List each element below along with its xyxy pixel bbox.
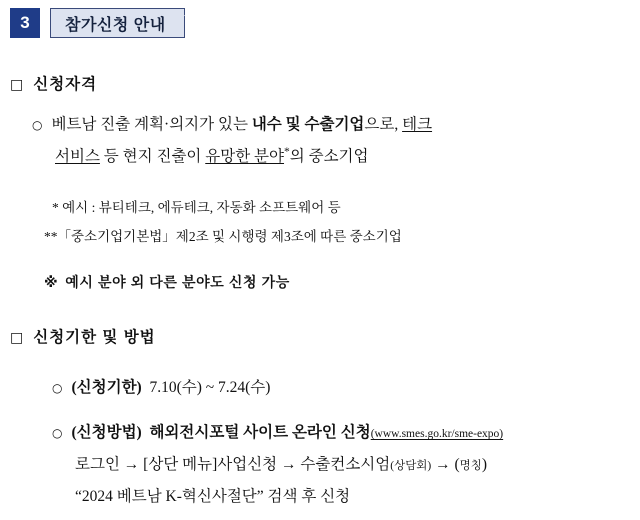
method-search: “2024 베트남 K-혁신사절단” 검색 후 신청: [75, 488, 351, 505]
heading-schedule: [10, 325, 156, 347]
heading-schedule-label: 신청기한 및 방법: [33, 329, 156, 346]
circle-bullet-icon: ○: [32, 118, 43, 132]
heading-qualification-label: 신청자격: [33, 76, 98, 93]
method-text: (신청방법) 해외전시포털 사이트 온라인 신청(www.smes.go.kr/sme-expo): [71, 424, 504, 441]
section-header: [10, 8, 185, 38]
qualification-line1: 베트남 진출 계획·의지가 있는 내수 및 수출기업으로, 테크: [51, 116, 433, 133]
bullet-qualification: [32, 112, 632, 134]
section-title: 참가신청 안내: [50, 8, 185, 38]
qualification-line2: 서비스 등 현지 진출이 유망한 분야*의 중소기업: [55, 145, 369, 165]
square-bullet-icon: □: [10, 330, 25, 346]
method-path: 로그인 → [상단 메뉴]사업신청 → 수출컨소시엄(상담회) → (명칭): [75, 456, 488, 473]
deadline-text: (신청기한) 7.10(수) ~ 7.24(수): [71, 379, 271, 396]
qualification-note-examples: * 예시 : 뷰티테크, 에듀테크, 자동화 소프트웨어 등: [52, 200, 341, 215]
section-number: 3: [10, 8, 40, 38]
qualification-note-law: **「중소기업기본법」제2조 및 시행령 제3조에 따른 중소기업: [44, 229, 402, 244]
circle-bullet-icon: ○: [52, 426, 63, 440]
circle-bullet-icon: ○: [52, 381, 63, 395]
method-url[interactable]: (www.smes.go.kr/sme-expo): [370, 428, 504, 440]
section-title-box: [50, 8, 185, 38]
qualification-emphasis: ※ 예시 분야 외 다른 분야도 신청 가능: [44, 274, 290, 291]
corner-fold-icon: [184, 2, 198, 16]
heading-qualification: [10, 72, 97, 94]
bullet-method: [52, 420, 503, 442]
bullet-deadline: [52, 375, 270, 397]
square-bullet-icon: □: [10, 77, 25, 93]
reference-mark-icon: ※: [44, 275, 59, 291]
